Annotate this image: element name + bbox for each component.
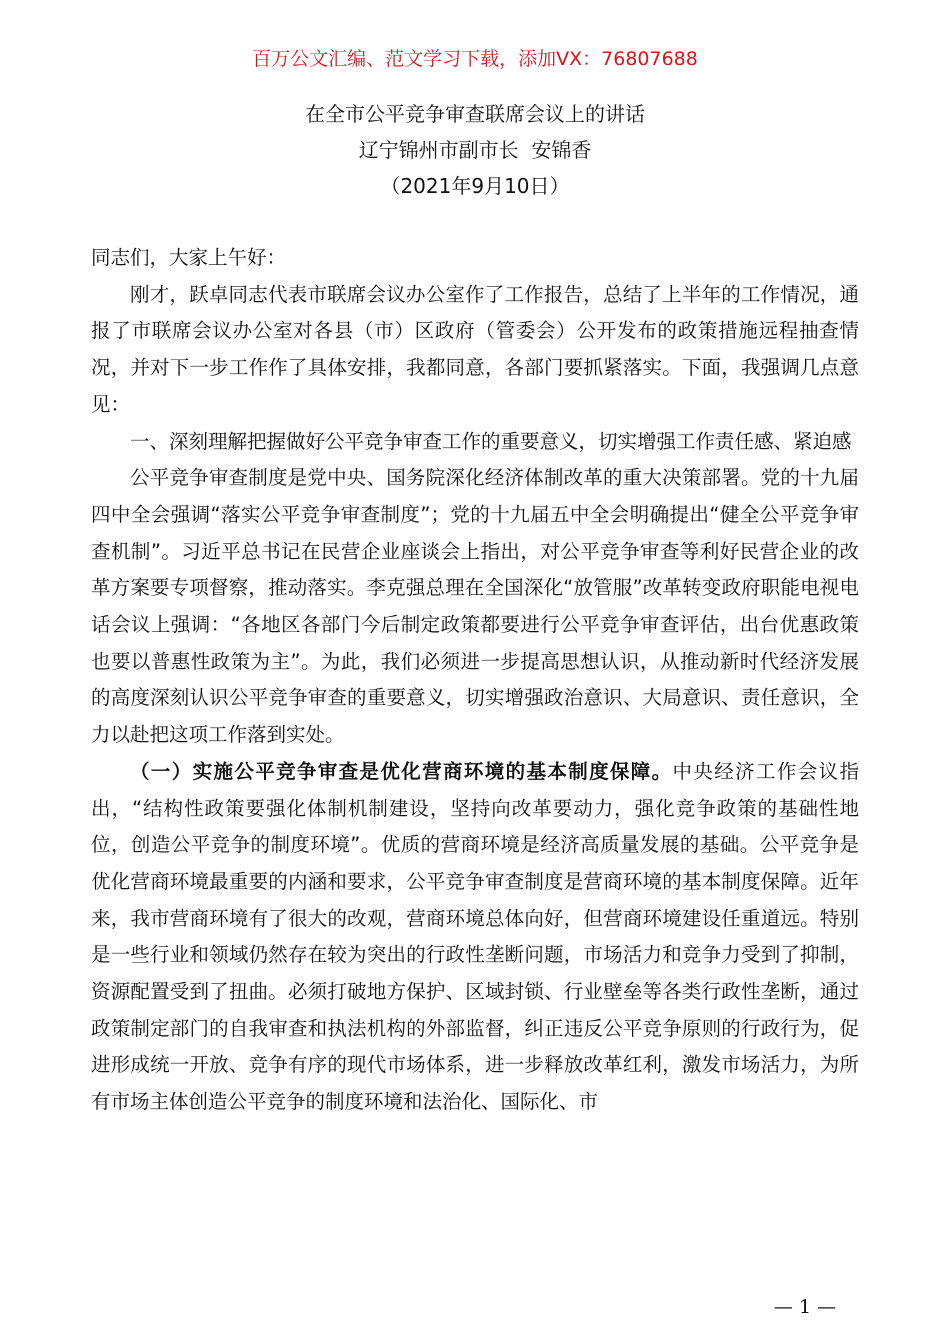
page-number: — 1 — xyxy=(773,1296,837,1318)
document-header xyxy=(0,96,950,204)
speaker-line: 辽宁锦州市副市长 安锦香 xyxy=(358,138,592,162)
watermark-banner: 百万公文汇编、范文学习下载，添加VX：76807688 xyxy=(252,48,698,70)
paragraph-point-1 xyxy=(91,754,859,1121)
section-heading-1: 一、深刻理解把握做好公平竞争审查工作的重要意义，切实增强工作责任感、紧迫感 xyxy=(130,429,852,453)
paragraph-intro: 刚才，跃卓同志代表市联席会议办公室作了工作报告，总结了上半年的工作情况，通报了市联席会议办公室对各县（市）区政府（管委会）公开发布的政策措施远程抽查情况，并对下一步工作作了具体安排，我都同意，各部门要抓紧落实。下面，我强调几点意见： xyxy=(91,282,859,416)
document-title: 在全市公平竞争审查联席会议上的讲话 xyxy=(305,102,645,126)
document-body xyxy=(91,240,859,1121)
point-1-heading: （一）实施公平竞争审查是优化营商环境的基本制度保障。 xyxy=(130,759,673,783)
greeting: 同志们，大家上午好： xyxy=(91,246,287,269)
point-1-text: 中央经济工作会议指出，“结构性政策要强化体制机制建设，坚持向改革要动力，强化竞争政策的基础性地位，创造公平竞争的制度环境”。优质的营商环境是经济高质量发展的基础。公平竞争是优化营商环境最重要的内涵和要求，公平竞争审查制度是营商环境的基本制度保障。近年来，我市营商环境有了很大的改观，营商环境总体向好，但营商环境建设任重道远。特别是一些行业和领域仍然存在较为突出的行政性垄断问题，市场活力和竞争力受到了抑制，资源配置受到了扭曲。必须打破地方保护、区域封锁、行业壁垒等各类行政性垄断，通过政策制定部门的自我审查和执法机构的外部监督，纠正违反公平竞争原则的行政行为，促进形成统一开放、竞争有序的现代市场体系，进一步释放改革红利，激发市场活力，为所有市场主体创造公平竞争的制度环境和法治化、国际化、市 xyxy=(91,759,859,1114)
speech-date: （2021年9月10日） xyxy=(380,174,570,198)
paragraph-background: 公平竞争审查制度是党中央、国务院深化经济体制改革的重大决策部署。党的十九届四中全会强调“落实公平竞争审查制度”；党的十九届五中全会明确提出“健全公平竞争审查机制”。习近平总书记在民营企业座谈会上指出，对公平竞争审查等利好民营企业的改革方案要专项督察，推动落实。李克强总理在全国深化“放管服”改革转变政府职能电视电话会议上强调：“各地区各部门今后制定政策都要进行公平竞争审查评估，出台优惠政策也要以普惠性政策为主”。为此，我们必须进一步提高思想认识，从推动新时代经济发展的高度深刻认识公平竞争审查的重要意义，切实增强政治意识、大局意识、责任意识，全力以赴把这项工作落到实处。 xyxy=(91,466,859,747)
